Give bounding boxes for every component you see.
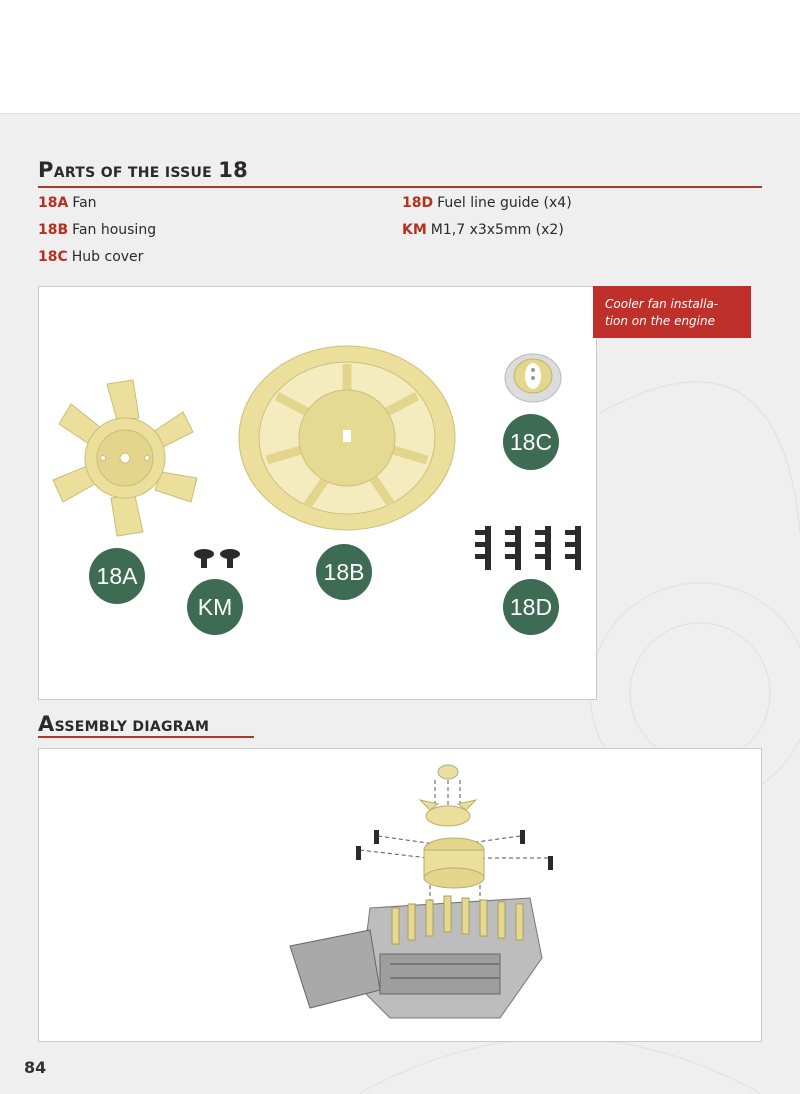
assembly-section-title (38, 712, 209, 736)
page-number: 84 (24, 1058, 47, 1077)
part-item-18c (38, 249, 143, 265)
assembly-title-rest: SSEMBLY DIAGRAM (54, 719, 210, 735)
callout-box (593, 286, 751, 338)
part-item-km (402, 222, 564, 238)
part-code: 18D (402, 195, 434, 211)
fan-part-image (40, 380, 210, 540)
badge-18a: 18A (89, 548, 145, 604)
part-item-18a (38, 195, 97, 211)
parts-title-rule (38, 186, 762, 188)
issue-number: 18 (218, 158, 249, 182)
screws-part-image (190, 546, 250, 574)
top-blank-band (0, 0, 800, 114)
fuel-line-guides-part-image (473, 524, 593, 574)
hub-cover-part-image (503, 352, 563, 404)
badge-km: KM (187, 579, 243, 635)
badge-18b: 18B (316, 544, 372, 600)
part-code: 18C (38, 249, 68, 265)
part-label: Fuel line guide (x4) (437, 195, 572, 211)
part-item-18d (402, 195, 572, 211)
part-label: Fan (72, 195, 97, 211)
part-label: Fan housing (72, 222, 157, 238)
parts-section-title (38, 158, 248, 182)
callout-line-2: tion on the engine (605, 314, 715, 328)
part-label: M1,7 x3x5mm (x2) (430, 222, 564, 238)
badge-18c: 18C (503, 414, 559, 470)
part-code: 18B (38, 222, 69, 238)
assembly-title-initial: A (38, 712, 55, 736)
part-label: Hub cover (71, 249, 144, 265)
badge-18d: 18D (503, 579, 559, 635)
title-initial: P (38, 158, 54, 182)
part-code: 18A (38, 195, 69, 211)
part-code: KM (402, 222, 427, 238)
part-item-18b (38, 222, 156, 238)
fan-housing-part-image (236, 342, 458, 534)
title-rest: ARTS OF THE ISSUE (53, 165, 213, 181)
callout-line-1: Cooler fan installa- (605, 297, 719, 311)
assembly-title-rule (38, 736, 254, 738)
assembly-diagram-image (280, 758, 570, 1036)
